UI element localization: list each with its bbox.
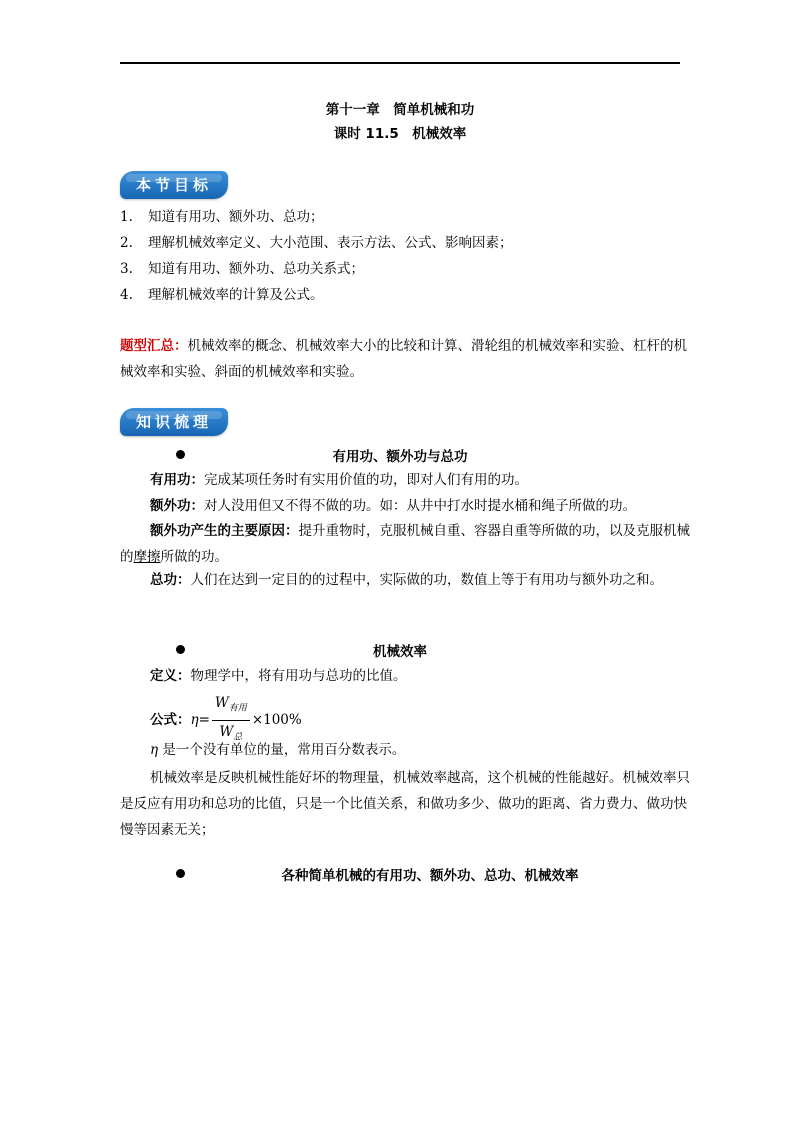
total-work-def (150, 570, 720, 590)
chapter-title: 第十一章 简单机械和功 (325, 102, 475, 118)
knowledge-badge: 知识梳理 (120, 408, 228, 436)
useful-work-def (150, 470, 720, 490)
numerator-w: W (214, 695, 229, 711)
useful-work-label: 有用功： (150, 472, 204, 488)
extra-work-cause-text: 提升重物时，克服机械自重、容器自重等所做的功，以及克服机械的 (120, 523, 690, 565)
denominator-subscript: 总 (233, 732, 243, 743)
goal-text: 知道有用功、额外功、总功； (148, 209, 324, 225)
goal-text: 知道有用功、额外功、总功关系式； (148, 261, 364, 277)
goal-number: 1. (120, 209, 133, 225)
extra-work-def (150, 496, 720, 516)
extra-work-cause (120, 518, 690, 570)
section-heading-machines: 各种简单机械的有用功、额外功、总功、机械效率 (281, 868, 579, 884)
goal-number: 3. (120, 261, 133, 277)
friction-term: 摩擦 (133, 549, 161, 565)
extra-work-cause-label: 额外功产生的主要原因： (150, 523, 299, 539)
efficiency-def (150, 666, 720, 686)
numerator-subscript: 有用 (228, 703, 247, 714)
goal-number: 2. (120, 235, 133, 251)
eta-symbol: η (150, 742, 159, 758)
lesson-title: 课时 11.5 机械效率 (333, 126, 467, 142)
goal-text: 理解机械效率定义、大小范围、表示方法、公式、影响因素； (148, 235, 513, 251)
equals-sign: = (198, 712, 210, 729)
extra-work-label: 额外功： (150, 498, 204, 514)
efficiency-def-label: 定义： (150, 668, 191, 684)
summary-label: 题型汇总： (120, 338, 188, 354)
summary-text: 机械效率的概念、机械效率大小的比较和计算、滑轮组的机械效率和实验、杠杆的机械效率和实验、斜面的机械效率和实验。 (120, 338, 687, 380)
question-type-summary (120, 333, 690, 385)
total-work-text: 人们在达到一定目的的过程中，实际做的功，数值上等于有用功与额外功之和。 (190, 572, 663, 588)
eta-note (150, 740, 720, 760)
section-heading-efficiency: 机械效率 (373, 644, 427, 660)
useful-work-text: 完成某项任务时有实用价值的功，即对人们有用的功。 (204, 472, 528, 488)
top-rule (120, 62, 680, 64)
efficiency-def-text: 物理学中，将有用功与总功的比值。 (190, 668, 407, 684)
formula-label: 公式： (150, 712, 191, 729)
goal-item (120, 285, 690, 305)
goals-badge: 本节目标 (120, 171, 228, 199)
extra-work-text: 对人没用但又不得不做的功。如：从井中打水时提水桶和绳子所做的功。 (204, 498, 636, 514)
denominator-w: W (219, 723, 234, 740)
goal-item (120, 207, 690, 227)
total-work-label: 总功： (150, 572, 191, 588)
times-hundred-percent: ×100% (251, 712, 302, 729)
goal-number: 4. (120, 287, 133, 303)
eta-note-text: 是一个没有单位的量，常用百分数表示。 (162, 742, 406, 758)
extra-work-cause-tail: 所做的功。 (160, 549, 228, 565)
eta-symbol: η (190, 712, 199, 729)
goal-item (120, 233, 690, 253)
section-heading-work: 有用功、额外功与总功 (332, 449, 468, 465)
efficiency-paragraph: 机械效率是反映机械性能好坏的物理量，机械效率越高，这个机械的性能越好。机械效率只是反应有用功和总功的比值，只是一个比值关系，和做功多少、做功的距离、省力费力、做功快慢等因素无关； (120, 770, 690, 838)
goal-text: 理解机械效率的计算及公式。 (148, 287, 324, 303)
goal-item (120, 259, 690, 279)
